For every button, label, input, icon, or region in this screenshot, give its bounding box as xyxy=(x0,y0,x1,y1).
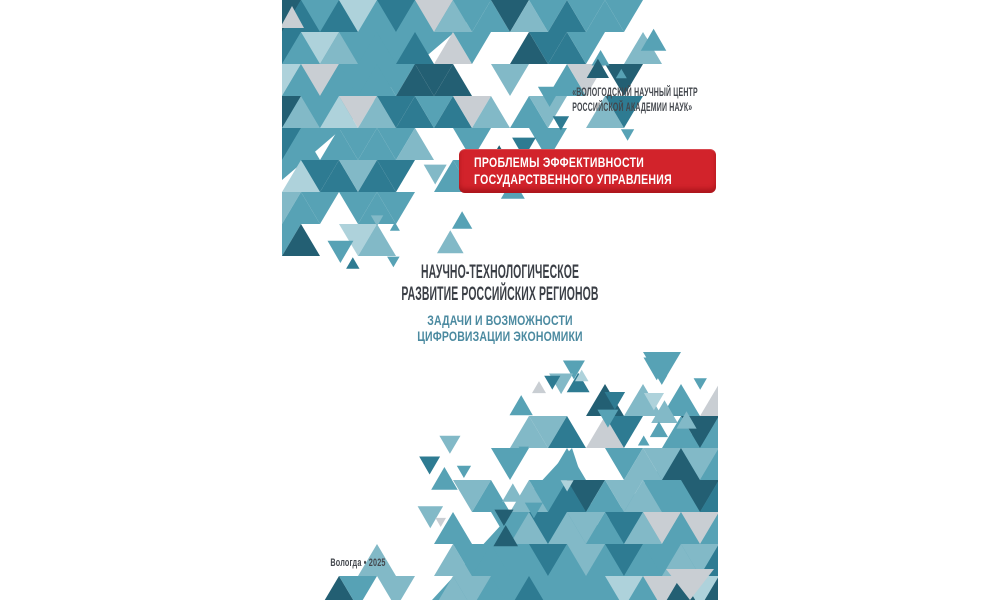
book-subtitle-line: ЗАДАЧИ И ВОЗМОЖНОСТИ xyxy=(427,312,573,328)
publisher-name xyxy=(572,85,698,115)
series-banner-line: ГОСУДАРСТВЕННОГО УПРАВЛЕНИЯ xyxy=(474,171,672,187)
book-title-line: РАЗВИТИЕ РОССИЙСКИХ РЕГИОНОВ xyxy=(401,284,599,305)
series-banner xyxy=(459,149,716,193)
publisher-name-line: «ВОЛОГОДСКИЙ НАУЧНЫЙ ЦЕНТР xyxy=(572,85,698,99)
book-title xyxy=(380,262,620,306)
imprint-city-year: Вологда • 2025 xyxy=(330,557,386,569)
book-subtitle-line: ЦИФРОВИЗАЦИИ ЭКОНОМИКИ xyxy=(417,328,583,344)
publisher-name-line: РОССИЙСКОЙ АКАДЕМИИ НАУК» xyxy=(572,100,693,114)
series-banner-text xyxy=(474,154,672,188)
book-title-line: НАУЧНО-ТЕХНОЛОГИЧЕСКОЕ xyxy=(420,262,580,283)
book-cover-page xyxy=(282,0,718,600)
series-banner-line: ПРОБЛЕМЫ ЭФФЕКТИВНОСТИ xyxy=(474,154,645,170)
book-subtitle xyxy=(337,312,664,344)
